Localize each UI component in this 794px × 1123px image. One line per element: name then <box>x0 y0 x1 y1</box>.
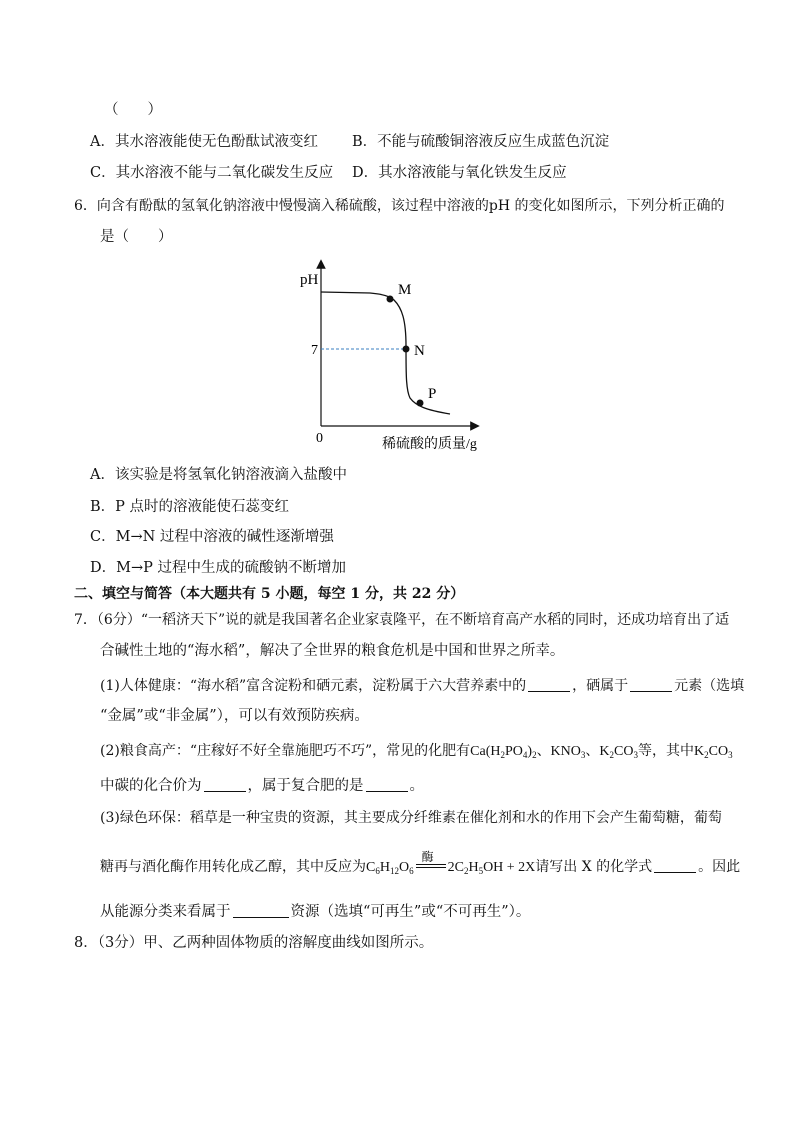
q7-p1-text-a: (1)人体健康：“海水稻”富含淀粉和硒元素，淀粉属于六大营养素中的 <box>100 678 527 694</box>
q7-p2-text-e: 中碳的化合价为 <box>100 778 202 794</box>
q7-p1-text-c: 元素（选填 <box>674 678 745 694</box>
q7-p2-text-a: (2)粮食高产：“庄稼好不好全靠施肥巧不巧”，常见的化肥有 <box>100 743 471 759</box>
q7-p3-text-d: 。因此 <box>698 859 741 875</box>
k2co3-formula: $K_2CO_3$ <box>693 744 733 760</box>
y-axis-label: pH <box>300 272 319 288</box>
x-axis-label: 稀硫酸的质量/g <box>382 437 477 452</box>
q6-stem-line2: 是（ ） <box>100 229 173 245</box>
point-n-marker <box>403 346 410 353</box>
point-p-marker <box>417 400 424 407</box>
q7-p2-text-g: ，属于复合肥的是 <box>247 778 364 794</box>
q7-p1-text-b: ，硒属于 <box>572 678 629 694</box>
q6-option-c: C．M→N 过程中溶液的碱性逐渐增强 <box>90 529 334 545</box>
q7-stem-line1: 7．（6分）“一稻济天下”说的就是我国著名企业家袁隆平，在不断培育高产水稻的同时，还成功培育出了适 <box>74 612 730 628</box>
q5-answer-paren: （ ） <box>104 102 162 118</box>
point-n-label: N <box>414 343 425 359</box>
q7-blank-nutrient[interactable] <box>528 677 570 692</box>
q5-option-c: C．其水溶液不能与二氧化碳发生反应 <box>90 165 334 181</box>
q7-p2-text-b: 等，其中 <box>637 743 694 759</box>
section2-header: 二、填空与简答（本大题共有 5 小题，每空 1 分，共 22 分） <box>74 586 465 602</box>
q7-p2-text-h: 。 <box>409 778 424 794</box>
ph-chart <box>290 256 510 456</box>
q7-blank-element-type[interactable] <box>630 677 672 692</box>
reaction-equation: $C_6H_{12}O_6$ 酶 $2C_2H_5OH + 2X$ <box>366 850 536 876</box>
q7-p3-text-f: 资源（选填“可再生”或“不可再生”）。 <box>290 904 531 920</box>
q7-blank-resource-type[interactable] <box>233 903 289 918</box>
q7-stem-line2: 合碱性土地的“海水稻”，解决了全世界的粮食危机是中国和世界之所幸。 <box>100 643 565 659</box>
q7-part3-line3 <box>100 902 530 922</box>
q7-p3-text-b: 糖再与酒化酶作用转化成乙醇，其中反应为 <box>100 859 366 875</box>
q7-blank-x-formula[interactable] <box>654 858 696 873</box>
q7-part3-line1: (3)绿色环保：稻草是一种宝贵的资源，其主要成分纤维素在催化剂和水的作用下会产生葡萄糖，葡萄 <box>100 810 722 826</box>
q7-blank-carbon-valence[interactable] <box>204 777 246 792</box>
point-m-marker <box>387 296 394 303</box>
q7-p3-text-e: 从能源分类来看属于 <box>100 904 231 920</box>
q5-option-a: A．其水溶液能使无色酚酞试液变红 <box>90 134 318 150</box>
q7-part3-line2 <box>100 850 741 881</box>
q6-option-d: D．M→P 过程中生成的硫酸钠不断增加 <box>90 560 346 576</box>
q6-stem-line1: 6．向含有酚酞的氢氧化钠溶液中慢慢滴入稀硫酸，该过程中溶液的pH 的变化如图所示，下列分析正确的 <box>74 198 725 214</box>
q5-option-d: D．其水溶液能与氧化铁发生反应 <box>352 165 567 181</box>
q8-stem: 8．（3分）甲、乙两种固体物质的溶解度曲线如图所示。 <box>74 935 434 951</box>
q7-blank-compound-fertilizer[interactable] <box>366 777 408 792</box>
fertilizer-formulas: $Ca(H_2PO_4)_2$、$KNO_3$、$K_2CO_3$ <box>470 744 638 760</box>
q7-part2-line2 <box>100 776 424 796</box>
y-tick-7: 7 <box>311 343 318 358</box>
q7-part1-line2: “金属”或“非金属”），可以有效预防疾病。 <box>100 708 369 724</box>
q7-part2-line1 <box>100 741 733 765</box>
q6-option-b: B．P 点时的溶液能使石蕊变红 <box>90 499 290 515</box>
q6-option-a: A．该实验是将氢氧化钠溶液滴入盐酸中 <box>90 467 347 483</box>
point-m-label: M <box>398 282 412 298</box>
q7-part1-line1 <box>100 676 744 696</box>
point-p-label: P <box>428 386 437 402</box>
origin-label: 0 <box>316 431 323 446</box>
q5-option-b: B．不能与硫酸铜溶液反应生成蓝色沉淀 <box>352 134 610 150</box>
q7-p3-text-c: 请写出 X 的化学式 <box>535 859 653 875</box>
